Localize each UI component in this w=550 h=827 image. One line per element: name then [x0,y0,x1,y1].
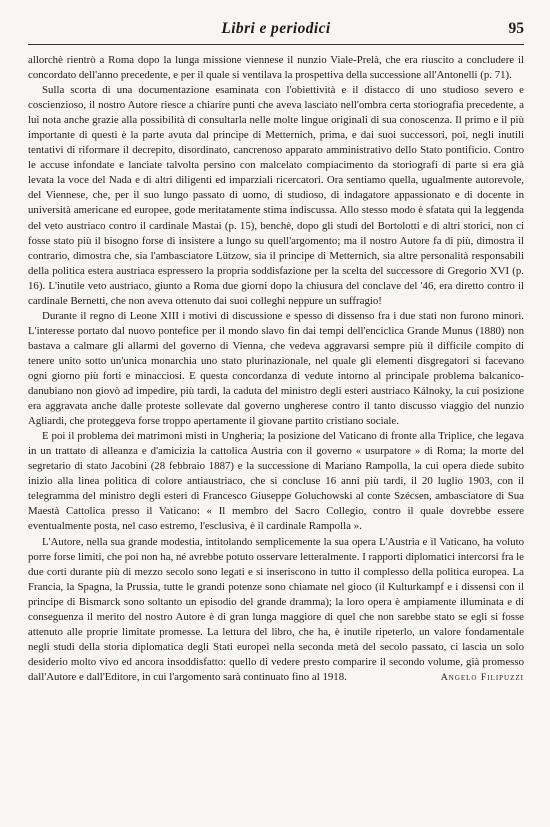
running-title: Libri e periodici [221,20,331,37]
page-number: 95 [508,20,524,37]
paragraph: Durante il regno di Leone XIII i motivi di discussione e spesso di dissenso fra i due stati non furono minori. L'interesse portato dal nuovo pontefice per il mondo slavo fin dai tempi dell'enciclica Grande Munus (1880) non bastava a calmare gli allarmi del governo di Vienna, che vedeva aggravarsi sempre più il difficile compito di tenere unito sotto un'unica monarchia uno stato plurinazionale, nel quale gli elementi disgregatori si facevano ogni giorno più forti e minacciosi. E questa concordanza di vedute intorno al principale problema balcanico-danubiano non giovò ad impedire, più tardi, la caduta del ministro degli esteri austriaco Kálnoky, la cui posizione era aggravata anche dalle proteste sollevate dal governo ungherese contro il tanto discusso viaggio del nunzio Agliardi, che proteggeva forse troppo apertamente il giovane partito cristiano sociale. [28,309,524,428]
paragraph: E poi il problema dei matrimoni misti in Ungheria; la posizione del Vaticano di fronte alla Triplice, che legava in un trattato di alleanza e d'amicizia la cattolica Austria con il governo « usurpatore » di Roma; la morte del segretario di stato Jacobini (28 febbraio 1887) e la successione di Mariano Rampolla, la cui opera diede subito inizio alla linea politica di colore antiaustriaco, che si concluse 16 anni più tardi, il 20 luglio 1903, con il telegramma del ministro degli esteri di Francesco Giuseppe Goluchowski al conte Szécsen, ambasciatore di Sua Maestà Cattolica presso il Vaticano: « Il membro del Sacro Collegio, contro il quale dovrebbe essere eventualmente posta, nel caso estremo, l'esclusiva, è il cardinale Rampolla ». [28,430,524,533]
article-body [28,53,524,685]
paragraph: allorchè rientrò a Roma dopo la lunga missione viennese il nunzio Viale-Prelà, che era riuscito a concludere il concordato dell'anno precedente, e per il quale si ventilava la prospettiva della successione all'Antonelli (p. 71). [28,54,524,82]
paragraph: L'Autore, nella sua grande modestia, intitolando semplicemente la sua opera L'Austria e il Vaticano, ha voluto porre forse limiti, che poi non ha, né avrebbe potuto osservare letteralmente. I rapporti diplomatici intercorsi fra le due corti durante più di mezzo secolo sono legati e si inseriscono in tutto il complesso della politica europea. La Francia, la Spagna, la Prussia, tutte le grandi potenze sono chiamate nel gioco (il Kulturkampf e i dissensi con il principe di Bismarck sono soltanto un episodio del grande dramma); la loro opera è ampiamente illuminata e di conseguenza il merito del nostro Autore è di gran lunga maggiore di quel che non sarebbe stato se egli si fosse attenuto alle proprie limitate promesse. La lettura del libro, che ha, è inutile ripeterlo, un valore fondamentale negli studi della storia diplomatica degli Stati europei nella seconda metà del secolo passato, ci lascia un solo desiderio molto vivo ed ancora insoddisfatto: quello di vedere presto comparire il secondo volume, già promesso dall'Autore e dall'Editore, in cui l'argomento sarà continuato fino al 1918. [28,535,524,683]
author-signature: Angelo Filipuzzi [440,671,524,683]
paragraph: Sulla scorta di una documentazione esaminata con l'obiettività e il distacco di uno studioso severo e coscienzioso, il nostro Autore riesce a chiarire punti che aveva lasciato nell'ombra certa storiografia precedente, a lui nota anche grazie alla possibilità di consultarla nelle molte lingue originali di sua conoscenza. Il primo e il più importante di questi è la parte avuta dal principe di Metternich, prima, e dai suoi successori, poi, negli inutili tentativi di riformare il decrepito, disordinato, cancrenoso apparato amministrativo dello Stato pontificio. Contro le accuse infondate e lanciate talvolta persino con malcelato compiacimento da storiografi di parte si era già levata la voce del Nada e di altri diligenti ed imparziali ricercatori. Ora sentiamo quella, ugualmente autorevole, del Viennese, che, per il suo lungo passato di uomo, di studioso, di indagatore appassionato e di docente in università americane ed europee, gode meritatamente stima indiscussa. Allo stesso modo è sfatata qui la leggenda del veto austriaco contro il cardinale Mastai (p. 15), benchè, dopo gli studi del Bortolotti e di altri storici, non ci fosse stato più il bisogno forse di insistere a lungo su quell'argomento; ma il nostro Autore fa di più, dimostra il contrario, dimostra che, sia l'ambasciatore Lützow, sia il principe di Metternich, sia altre personalità responsabili della politica estera austriaca espressero la propria soddisfazione per la scelta del successore di Gregorio XVI (p. 16). L'inutile veto austriaco, giunto a Roma due giorni dopo la chiusura del conclave del '46, era diretto contro il cardinale Bernetti, che non aveva ottenuto dai suoi colleghi neppure un suffragio! [28,84,524,307]
running-header [28,14,524,45]
